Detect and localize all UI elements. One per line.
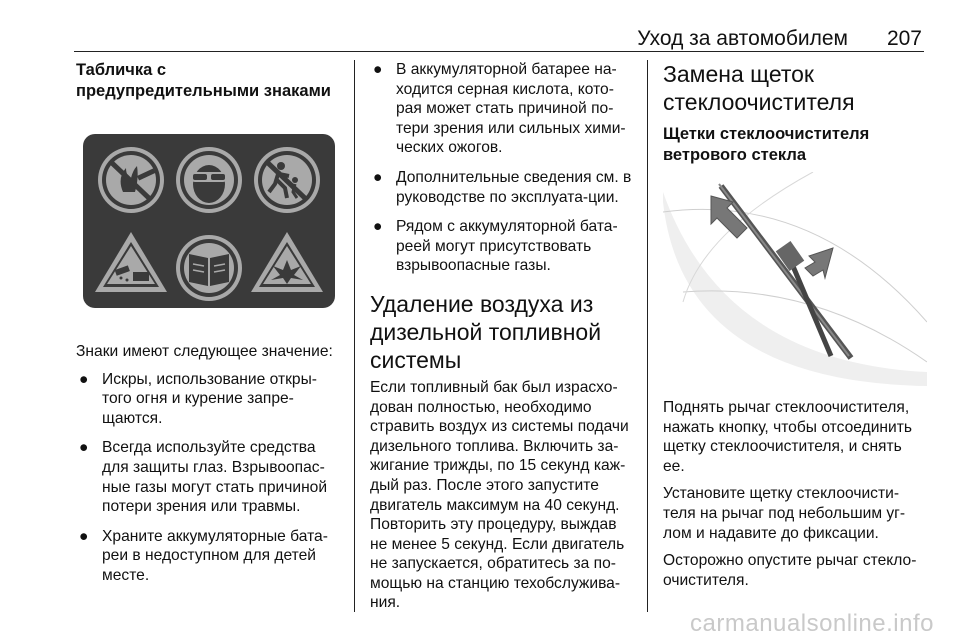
heading-line-2: предупредительными знаками	[76, 82, 331, 100]
battery-warning-list	[370, 60, 636, 276]
no-open-flame-icon	[98, 147, 164, 213]
diesel-bleeding-heading: Удаление воздуха из дизельной топливной системы	[370, 290, 602, 373]
wiper-instruction-2: Установите щетку стеклоочисти-теля на рычаг под небольшим уг-лом и надавите до фиксации.	[663, 485, 906, 542]
header-divider	[74, 51, 924, 52]
bullet-icon: ●	[79, 439, 89, 457]
column-2	[370, 60, 636, 621]
wiper-instruction-1: Поднять рычаг стеклоочистителя, нажать кнопку, чтобы отсоединить щетку стеклоочистителя, и снять ее.	[663, 399, 912, 475]
column-divider-2	[647, 60, 648, 612]
heading-line-1: Табличка с	[76, 61, 167, 79]
warning-sign-heading	[76, 60, 342, 102]
list-item	[370, 60, 636, 158]
page-number: 207	[886, 27, 922, 50]
eye-protection-icon	[176, 147, 242, 213]
keep-away-from-children-icon	[254, 147, 320, 213]
list-item	[370, 168, 636, 207]
column-3	[663, 60, 927, 598]
read-manual-icon	[176, 235, 242, 301]
list-item-text: Искры, использование откры-того огня и курение запре-щаются.	[102, 370, 317, 427]
list-item	[76, 527, 342, 586]
list-item-text: Дополнительные сведения см. в руководстве по эксплуата-ции.	[396, 168, 632, 206]
list-item-text: Храните аккумуляторные бата-реи в недоступном для детей месте.	[102, 527, 328, 584]
list-item-text: Рядом с аккумуляторной бата-реей могут присутствовать взрывоопасные газы.	[396, 218, 618, 275]
bullet-icon: ●	[79, 527, 89, 545]
list-item	[76, 438, 342, 516]
list-item-text: Всегда используйте средства для защиты глаз. Взрывоопас-ные газы могут стать причиной потери зрения или травмы.	[102, 439, 328, 516]
bullet-icon: ●	[373, 168, 383, 186]
list-item	[76, 370, 342, 429]
windshield-wiper-subheading: Щетки стеклоочистителя ветрового стекла	[663, 125, 870, 164]
header-title: Уход за автомобилем	[637, 27, 848, 50]
diesel-bleeding-paragraph: Если топливный бак был израсхо-дован полностью, необходимо стравить воздух из системы подачи дизельного топлива. Включить за-жигание трижды, по 15 секунд каж-дый раз. После этого запустите двигатель максимум на 40 секунд. Повторить эту процедуру, выждав не менее 5 секунд. Если двигатель не запускается, обратитесь за по-мощью на станцию техобслужива-ния.	[370, 378, 629, 612]
page-footer	[0, 606, 960, 642]
bullet-icon: ●	[373, 218, 383, 236]
wiper-instruction-3: Осторожно опустите рычаг стекло-очистителя.	[663, 552, 917, 589]
sign-meaning-list	[76, 370, 342, 586]
warning-sign-plate	[81, 120, 337, 336]
column-divider-1	[354, 60, 355, 612]
bullet-icon: ●	[373, 61, 383, 78]
column-1	[76, 60, 342, 596]
bullet-icon: ●	[79, 370, 89, 388]
site-watermark: carmanualsonline.info	[690, 610, 934, 637]
wiper-blade-illustration	[663, 172, 927, 386]
sign-meaning-intro: Знаки имеют следующее значение:	[76, 343, 333, 360]
list-item-text: В аккумуляторной батарее на-ходится серная кислота, кото-рая может стать причиной по-тери зрения или сильных хими-ческих ожогов.	[396, 61, 626, 157]
wiper-replacement-heading: Замена щеток стеклоочистителя	[663, 61, 855, 115]
list-item	[370, 217, 636, 276]
page-header	[0, 0, 960, 52]
